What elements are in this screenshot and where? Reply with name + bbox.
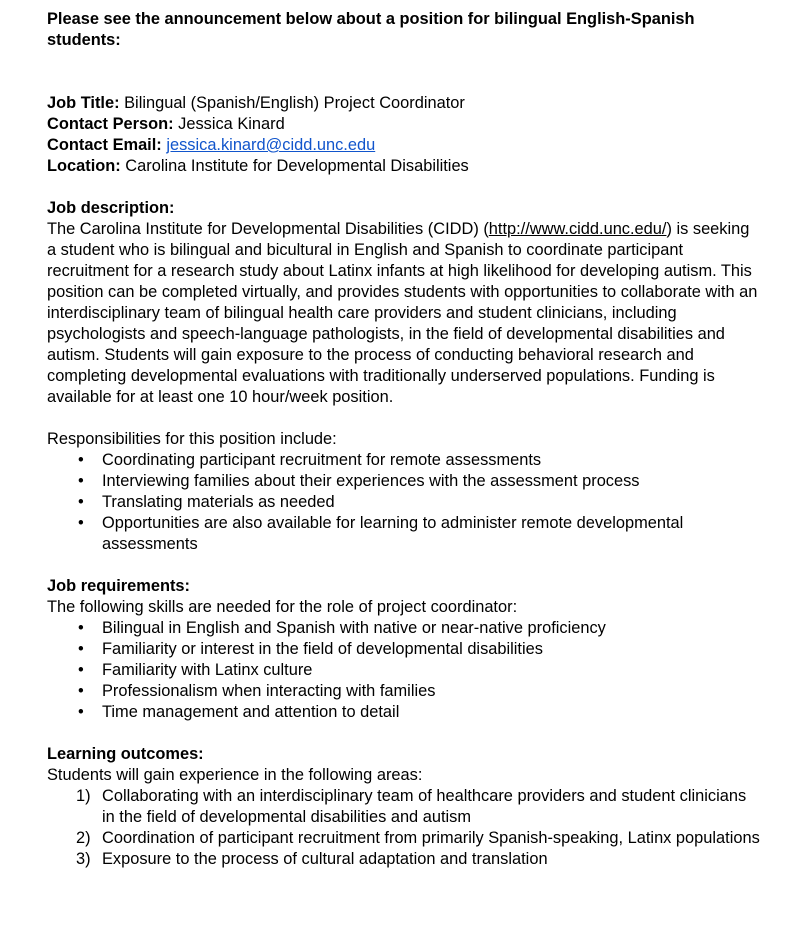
bullet-icon: • xyxy=(78,493,84,511)
list-item-text: Coordinating participant recruitment for remote assessments xyxy=(102,451,542,469)
bullet-icon: • xyxy=(78,703,84,721)
job-description-heading: Job description: xyxy=(47,199,175,217)
list-item-text: Professionalism when interacting with families xyxy=(102,682,436,700)
responsibilities-section xyxy=(47,429,771,555)
list-item xyxy=(47,639,762,660)
list-item xyxy=(47,660,762,681)
list-item xyxy=(47,492,762,513)
location-label: Location: xyxy=(47,157,121,175)
list-item-text: Familiarity or interest in the field of developmental disabilities xyxy=(102,640,543,658)
list-item-text: Translating materials as needed xyxy=(102,493,335,511)
list-item xyxy=(47,828,762,849)
list-number: 2) xyxy=(76,829,91,847)
description-text-start: The Carolina Institute for Developmental Disabilities (CIDD) ( xyxy=(47,220,489,238)
spacer xyxy=(47,555,771,576)
job-description-text xyxy=(47,219,762,408)
bullet-icon: • xyxy=(78,682,84,700)
bullet-icon: • xyxy=(78,472,84,490)
list-item xyxy=(47,450,762,471)
requirements-list xyxy=(47,618,771,723)
learning-outcomes-section xyxy=(47,744,771,870)
list-item-text: Collaborating with an interdisciplinary team of healthcare providers and student clinicians in the field of developmental disabilities and autism xyxy=(102,787,747,826)
list-number: 1) xyxy=(76,787,91,805)
contact-email-link[interactable]: jessica.kinard@cidd.unc.edu xyxy=(166,136,376,154)
list-item-text: Exposure to the process of cultural adaptation and translation xyxy=(102,850,548,868)
spacer xyxy=(47,408,771,429)
job-info-block xyxy=(47,93,771,177)
list-item xyxy=(47,513,762,555)
spacer xyxy=(47,51,771,93)
list-item xyxy=(47,786,762,828)
contact-email-line xyxy=(47,135,771,156)
location-line xyxy=(47,156,771,177)
bullet-icon: • xyxy=(78,640,84,658)
job-description-section xyxy=(47,198,771,408)
list-item-text: Familiarity with Latinx culture xyxy=(102,661,313,679)
list-item xyxy=(47,681,762,702)
requirements-section xyxy=(47,576,771,723)
spacer xyxy=(47,723,771,744)
learning-outcomes-list xyxy=(47,786,771,870)
cidd-website-link[interactable]: http://www.cidd.unc.edu/ xyxy=(488,220,667,238)
list-item-text: Coordination of participant recruitment from primarily Spanish-speaking, Latinx populations xyxy=(102,829,760,847)
bullet-icon: • xyxy=(78,619,84,637)
bullet-icon: • xyxy=(78,451,84,469)
requirements-intro: The following skills are needed for the role of project coordinator: xyxy=(47,598,518,616)
contact-email-label: Contact Email: xyxy=(47,136,162,154)
list-item xyxy=(47,618,762,639)
job-title-value: Bilingual (Spanish/English) Project Coordinator xyxy=(119,94,465,112)
bullet-icon: • xyxy=(78,514,84,532)
list-item-text: Interviewing families about their experiences with the assessment process xyxy=(102,472,640,490)
contact-person-label: Contact Person: xyxy=(47,115,174,133)
contact-person-line xyxy=(47,114,771,135)
responsibilities-intro: Responsibilities for this position include: xyxy=(47,430,337,448)
job-title-label: Job Title: xyxy=(47,94,120,112)
list-item xyxy=(47,849,762,870)
list-item-text: Opportunities are also available for learning to administer remote developmental assessments xyxy=(102,514,684,553)
contact-person-value: Jessica Kinard xyxy=(173,115,285,133)
description-text-rest: ) is seeking a student who is bilingual and bicultural in English and Spanish to coordinate participant recruitment for a research study about Latinx infants at high likelihood for developing autism. This position can be completed virtually, and provides students with opportunities to collaborate with an interdisciplinary team of bilingual health care providers and student clinicians, including psychologists and speech-language pathologists, in the field of developmental disabilities and autism. Students will gain exposure to the process of conducting behavioral research and completing developmental evaluations with traditionally underserved populations. Funding is available for at least one 10 hour/week position. xyxy=(47,220,758,406)
intro-heading: Please see the announcement below about a position for bilingual English-Spanish students: xyxy=(47,10,695,49)
job-title-line xyxy=(47,93,771,114)
list-number: 3) xyxy=(76,850,91,868)
bullet-icon: • xyxy=(78,661,84,679)
list-item xyxy=(47,471,762,492)
spacer xyxy=(47,177,771,198)
learning-outcomes-heading: Learning outcomes: xyxy=(47,745,204,763)
responsibilities-list xyxy=(47,450,771,555)
requirements-heading: Job requirements: xyxy=(47,577,190,595)
location-value: Carolina Institute for Developmental Disabilities xyxy=(120,157,469,175)
list-item-text: Bilingual in English and Spanish with native or near-native proficiency xyxy=(102,619,606,637)
list-item xyxy=(47,702,762,723)
list-item-text: Time management and attention to detail xyxy=(102,703,400,721)
learning-outcomes-intro: Students will gain experience in the following areas: xyxy=(47,766,423,784)
